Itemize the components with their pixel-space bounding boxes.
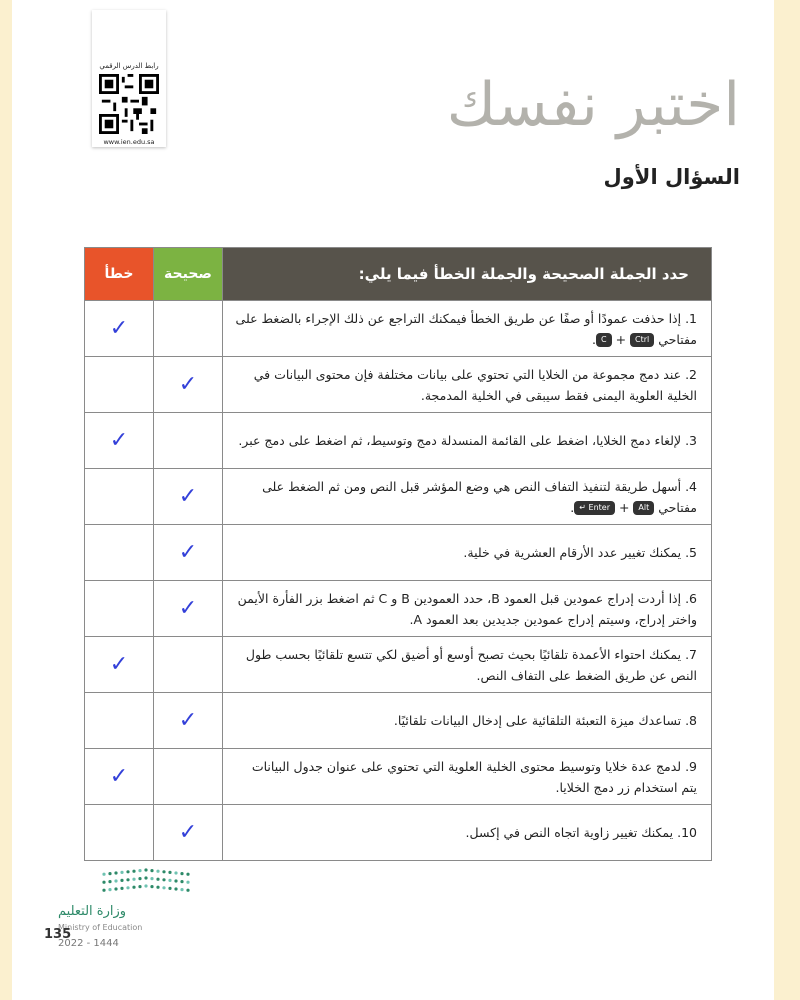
table-row — [85, 525, 712, 581]
ministry-name-english: Ministry of Education — [58, 923, 143, 932]
qr-caption: رابط الدرس الرقمي — [99, 62, 159, 70]
checkmark-icon: ✓ — [109, 764, 129, 789]
false-answer-cell[interactable] — [85, 357, 154, 413]
question-heading: السؤال الأول — [603, 165, 740, 189]
question-text — [223, 357, 712, 413]
true-answer-cell[interactable] — [154, 693, 223, 749]
table-row — [85, 637, 712, 693]
table-row — [85, 749, 712, 805]
false-answer-cell[interactable] — [85, 525, 154, 581]
checkmark-icon: ✓ — [178, 540, 198, 565]
false-answer-cell[interactable] — [85, 301, 154, 357]
checkmark-icon: ✓ — [178, 372, 198, 397]
statement-text: 1. إذا حذفت عمودًا أو صفًا عن طريق الخطأ فيمكنك التراجع عن ذلك الإجراء بالضغط على مفتاحي — [235, 310, 697, 347]
false-answer-cell[interactable] — [85, 637, 154, 693]
true-answer-cell[interactable] — [154, 357, 223, 413]
table-row — [85, 805, 712, 861]
instruction-header: حدد الجملة الصحيحة والجملة الخطأ فيما يلي: — [223, 248, 712, 301]
page-title: اختبر نفسك — [446, 70, 740, 140]
table-row — [85, 469, 712, 525]
table-row — [85, 693, 712, 749]
question-text: 4. أسهل طريقة لتنفيذ التفاف النص هي وضع المؤشر قبل النص ومن ثم الضغط على مفتاحي Alt + Enter ↵. — [223, 469, 712, 525]
keyboard-key: Ctrl — [630, 333, 654, 347]
statement-text: 8. تساعدك ميزة التعبئة التلقائية على إدخال البيانات تلقائيًا. — [393, 713, 697, 728]
statement-text: 10. يمكنك تغيير زاوية اتجاه النص في إكسل. — [465, 825, 697, 840]
false-answer-cell[interactable] — [85, 413, 154, 469]
keyboard-key: Enter ↵ — [574, 501, 615, 515]
statement-text: 5. يمكنك تغيير عدد الأرقام العشرية في خلية. — [463, 545, 697, 560]
false-answer-cell[interactable] — [85, 749, 154, 805]
page-number: 135 — [44, 927, 72, 942]
qr-card[interactable] — [92, 10, 166, 147]
true-answer-cell[interactable] — [154, 469, 223, 525]
qr-url[interactable]: www.ien.edu.sa — [103, 138, 155, 146]
statement-text: 4. أسهل طريقة لتنفيذ التفاف النص هي وضع المؤشر قبل النص ومن ثم الضغط على مفتاحي — [262, 478, 697, 515]
statement-text: 6. إذا أردت إدراج عمودين قبل العمود B، حدد العمودين B و C ثم اضغط بزر الفأرة الأيمن واختر إدراج، وسيتم إدراج عمودين جديدين بعد العمود A. — [237, 590, 697, 627]
false-answer-cell[interactable] — [85, 693, 154, 749]
false-answer-cell[interactable] — [85, 805, 154, 861]
statement-text: 3. لإلغاء دمج الخلايا، اضغط على القائمة المنسدلة دمج وتوسيط، ثم اضغط على دمج عبر. — [238, 433, 697, 448]
checkmark-icon: ✓ — [178, 708, 198, 733]
question-text — [223, 581, 712, 637]
keyboard-key: C — [596, 333, 612, 347]
year-label: 2022 - 1444 — [58, 938, 119, 949]
checkmark-icon: ✓ — [109, 428, 129, 453]
true-answer-cell[interactable] — [154, 637, 223, 693]
statement-text: 7. يمكنك احتواء الأعمدة تلقائيًا بحيث تصبح أوسع أو أضيق لكي تتسع تلقائيًا بحسب طول النص عن طريق الضغط على التفاف النص. — [245, 646, 697, 683]
ministry-logo-icon — [100, 864, 190, 898]
true-answer-cell[interactable] — [154, 581, 223, 637]
true-answer-cell[interactable] — [154, 413, 223, 469]
question-text — [223, 525, 712, 581]
question-text — [223, 413, 712, 469]
question-text: 1. إذا حذفت عمودًا أو صفًا عن طريق الخطأ فيمكنك التراجع عن ذلك الإجراء بالضغط على مفتاحي Ctrl + C. — [223, 301, 712, 357]
table-row — [85, 413, 712, 469]
table-row — [85, 357, 712, 413]
question-text — [223, 693, 712, 749]
false-column-header: خطأ — [85, 248, 154, 301]
true-false-table — [84, 247, 712, 861]
checkmark-icon: ✓ — [109, 652, 129, 677]
table-header-row — [85, 248, 712, 301]
true-answer-cell[interactable] — [154, 749, 223, 805]
checkmark-icon: ✓ — [178, 596, 198, 621]
checkmark-icon: ✓ — [178, 820, 198, 845]
page-margin-strip — [774, 0, 800, 1000]
false-answer-cell[interactable] — [85, 581, 154, 637]
checkmark-icon: ✓ — [109, 316, 129, 341]
true-answer-cell[interactable] — [154, 525, 223, 581]
question-text — [223, 749, 712, 805]
false-answer-cell[interactable] — [85, 469, 154, 525]
question-text — [223, 805, 712, 861]
table-row — [85, 301, 712, 357]
ministry-name-arabic: وزارة التعليم — [58, 904, 127, 919]
question-text — [223, 637, 712, 693]
true-answer-cell[interactable] — [154, 301, 223, 357]
statement-text: 9. لدمج عدة خلايا وتوسيط محتوى الخلية العلوية التي تحتوي على عنوان جدول البيانات يتم استخدام زر دمج الخلايا. — [251, 758, 697, 795]
qr-code-icon — [99, 74, 159, 134]
table-row — [85, 581, 712, 637]
checkmark-icon: ✓ — [178, 484, 198, 509]
true-column-header: صحيحة — [154, 248, 223, 301]
keyboard-key: Alt — [633, 501, 654, 515]
statement-text: 2. عند دمج مجموعة من الخلايا التي تحتوي على بيانات مختلفة فإن محتوى البيانات في الخلية العلوية اليمنى فقط سيبقى في الخلية المدمجة. — [253, 366, 697, 403]
true-answer-cell[interactable] — [154, 805, 223, 861]
